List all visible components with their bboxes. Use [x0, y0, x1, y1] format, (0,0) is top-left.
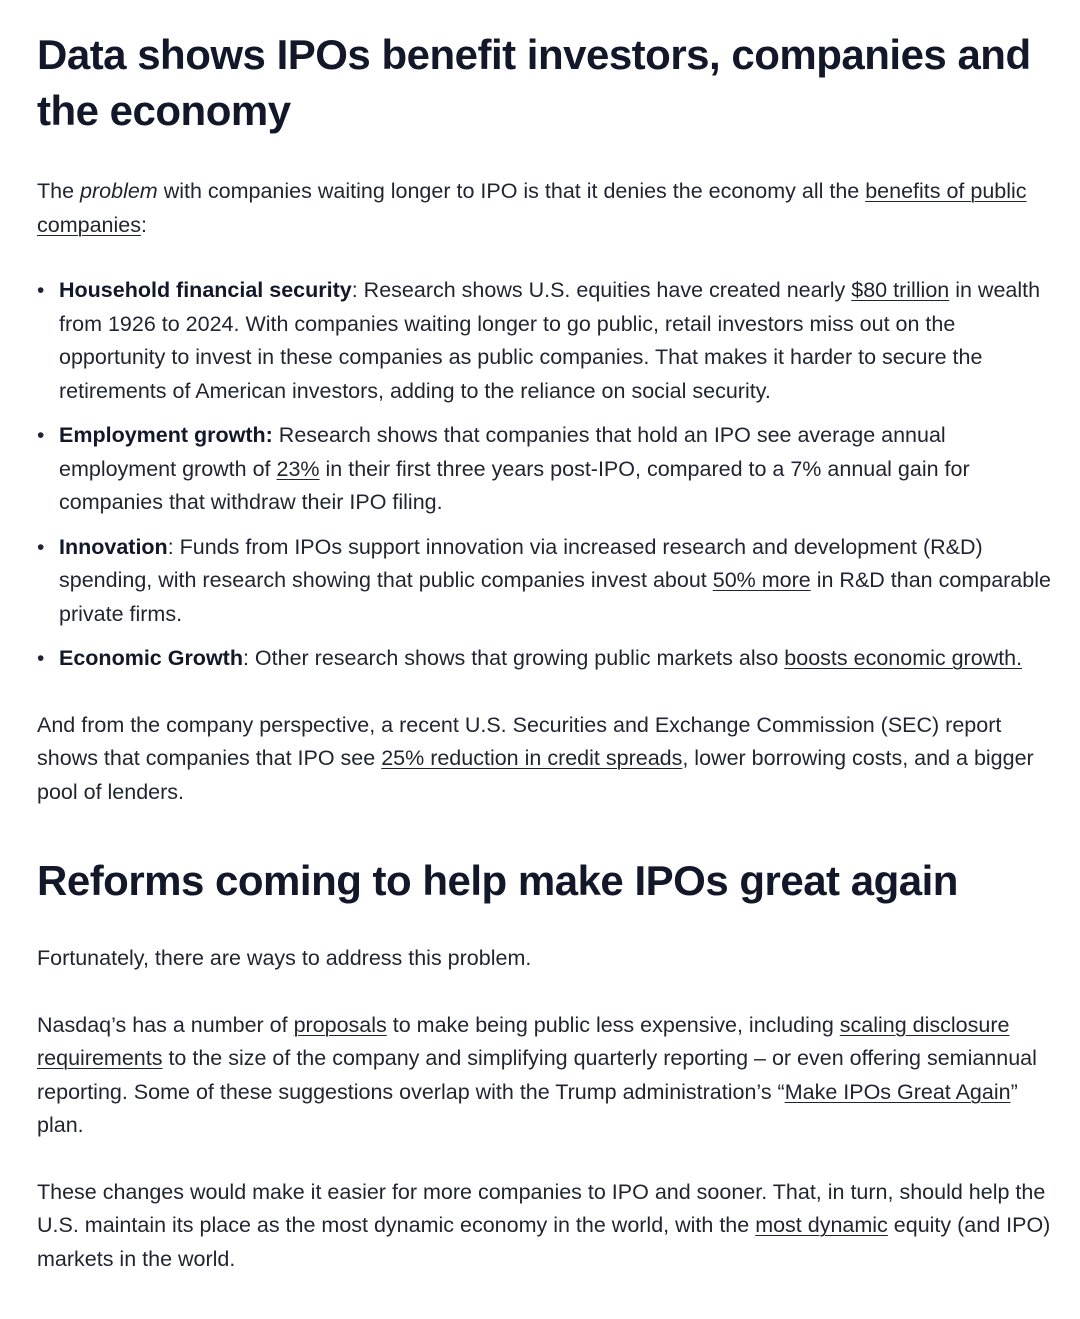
bullet-icon: • [37, 279, 45, 302]
boosts-economic-growth-link[interactable]: boosts economic growth. [784, 646, 1023, 670]
intro-emphasis: problem [80, 179, 158, 203]
bullet-rest: in their first three years post-IPO, compared to a 7% annual gain for companies that withdraw their IPO filing. [59, 456, 970, 514]
changes-suffix: equity (and IPO) markets in the world. [37, 1213, 1051, 1271]
scaling-disclosure-link[interactable]: scaling disclosure requirements [37, 1012, 1010, 1070]
bullet-term: Economic Growth [59, 646, 243, 670]
bullet-icon: • [37, 535, 45, 559]
list-item-innovation [37, 531, 1052, 632]
benefits-of-public-companies-link[interactable]: benefits of public companies [37, 179, 1027, 237]
nasdaq-part4: ” plan. [37, 1079, 1018, 1137]
bullet-term: Employment growth: [59, 423, 273, 447]
proposals-link[interactable]: proposals [293, 1012, 387, 1037]
bullet-text: : Other research shows that growing public markets also [242, 646, 785, 670]
fortunately-paragraph: Fortunately, there are ways to address this problem. [37, 946, 532, 970]
make-ipos-great-again-link[interactable]: Make IPOs Great Again [784, 1079, 1011, 1104]
company-suffix: , lower borrowing costs, and a bigger pool of lenders. [37, 746, 1034, 804]
bullet-rest: in R&D than comparable private firms. [59, 568, 1051, 626]
bullet-text: Research shows that companies that hold an IPO see average annual employment growth of [59, 423, 946, 481]
nasdaq-part3: to the size of the company and simplifying quarterly reporting – or even offering semiannual reporting. Some of these suggestions overlap with the Trump administration’s “ [37, 1046, 1037, 1104]
changes-prefix: These changes would make it easier for more companies to IPO and sooner. That, in turn, should help the U.S. maintain its place as the most dynamic economy in the world, with the [37, 1179, 1046, 1237]
changes-paragraph [37, 1176, 1052, 1277]
23-percent-link[interactable]: 23% [276, 456, 320, 481]
50-percent-more-link[interactable]: 50% more [712, 568, 811, 592]
nasdaq-part2: to make being public less expensive, including [386, 1012, 840, 1037]
bullet-icon: • [37, 424, 45, 447]
bullet-icon: • [37, 647, 45, 670]
bullet-term: Innovation [59, 534, 168, 559]
bullet-rest: in wealth from 1926 to 2024. With companies waiting longer to go public, retail investors miss out on the opportunity to invest in these companies as public companies. That makes it harder to secure the retirements of American investors, adding to the reliance on social security. [59, 278, 1041, 403]
benefits-list [37, 274, 1052, 676]
intro-paragraph [37, 175, 1052, 242]
list-item-household-security [37, 274, 1052, 408]
company-prefix: And from the company perspective, a recent U.S. Securities and Exchange Commission (SEC) report shows that companies that IPO see [37, 712, 1002, 770]
company-perspective-paragraph [37, 709, 1052, 810]
list-item-employment-growth [37, 419, 1052, 520]
intro-suffix: : [140, 212, 147, 237]
bullet-text: : Funds from IPOs support innovation via increased research and development (R&D) spending, with research showing that public companies invest about [59, 534, 983, 592]
intro-middle: with companies waiting longer to IPO is that it denies the economy all the [157, 179, 866, 203]
nasdaq-part1: Nasdaq’s has a number of [37, 1012, 294, 1037]
bullet-text: : Research shows U.S. equities have created nearly [351, 278, 852, 302]
nasdaq-proposals-paragraph [37, 1009, 1052, 1143]
80-trillion-link[interactable]: $80 trillion [851, 278, 950, 302]
section-heading-ipo-benefits: Data shows IPOs benefit investors, companies and the economy [37, 31, 1031, 134]
section-heading-reforms: Reforms coming to help make IPOs great again [37, 857, 958, 904]
most-dynamic-link[interactable]: most dynamic [755, 1213, 888, 1237]
bullet-term: Household financial security [59, 278, 352, 302]
list-item-economic-growth [37, 642, 1052, 676]
credit-spreads-link[interactable]: 25% reduction in credit spreads [381, 746, 683, 770]
intro-prefix: The [37, 179, 81, 203]
